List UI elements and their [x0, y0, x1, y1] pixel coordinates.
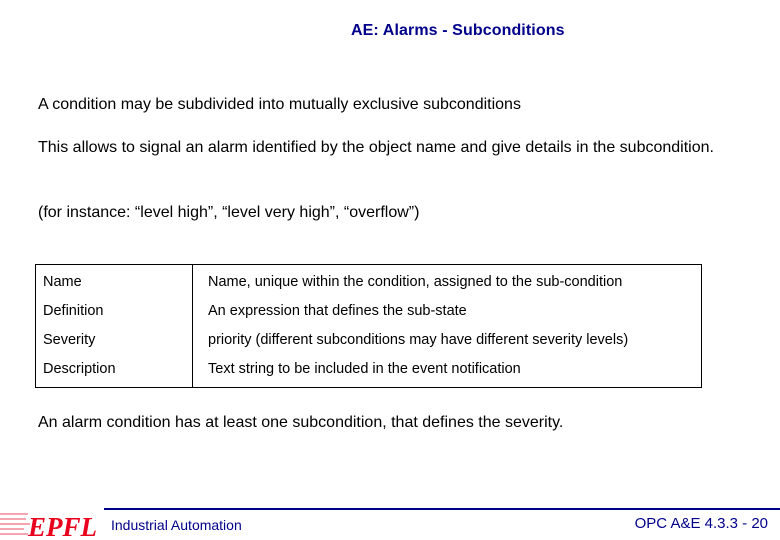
logo-text: EPFL — [28, 512, 98, 540]
table-field: Severity — [43, 332, 96, 348]
table-description: An expression that defines the sub-state — [208, 303, 467, 319]
table-description: Name, unique within the condition, assigned to the sub-condition — [208, 274, 623, 290]
paragraph-examples: (for instance: “level high”, “level very high”, “overflow”) — [38, 204, 420, 221]
table-description: Text string to be included in the event notification — [208, 361, 521, 377]
table-description: priority (different subconditions may have different severity levels) — [208, 332, 629, 348]
footer-course: Industrial Automation — [111, 517, 242, 533]
table-row — [36, 274, 701, 303]
paragraph-signal: This allows to signal an alarm identified by the object name and give details in the subcondition. — [38, 139, 714, 156]
epfl-logo — [0, 510, 104, 540]
paragraph-closing: An alarm condition has at least one subcondition, that defines the severity. — [38, 414, 564, 431]
table-row — [36, 361, 701, 390]
table-row — [36, 332, 701, 361]
slide-title: AE: Alarms - Subconditions — [351, 22, 565, 39]
footer-reference: OPC A&E 4.3.3 - 20 — [634, 515, 768, 532]
footer-rule — [104, 508, 780, 510]
table-field: Description — [43, 361, 116, 377]
paragraph-subdivision: A condition may be subdivided into mutually exclusive subconditions — [38, 96, 521, 113]
table-row — [36, 303, 701, 332]
table-field: Definition — [43, 303, 104, 319]
table-field: Name — [43, 274, 82, 290]
subcondition-table — [35, 264, 702, 388]
